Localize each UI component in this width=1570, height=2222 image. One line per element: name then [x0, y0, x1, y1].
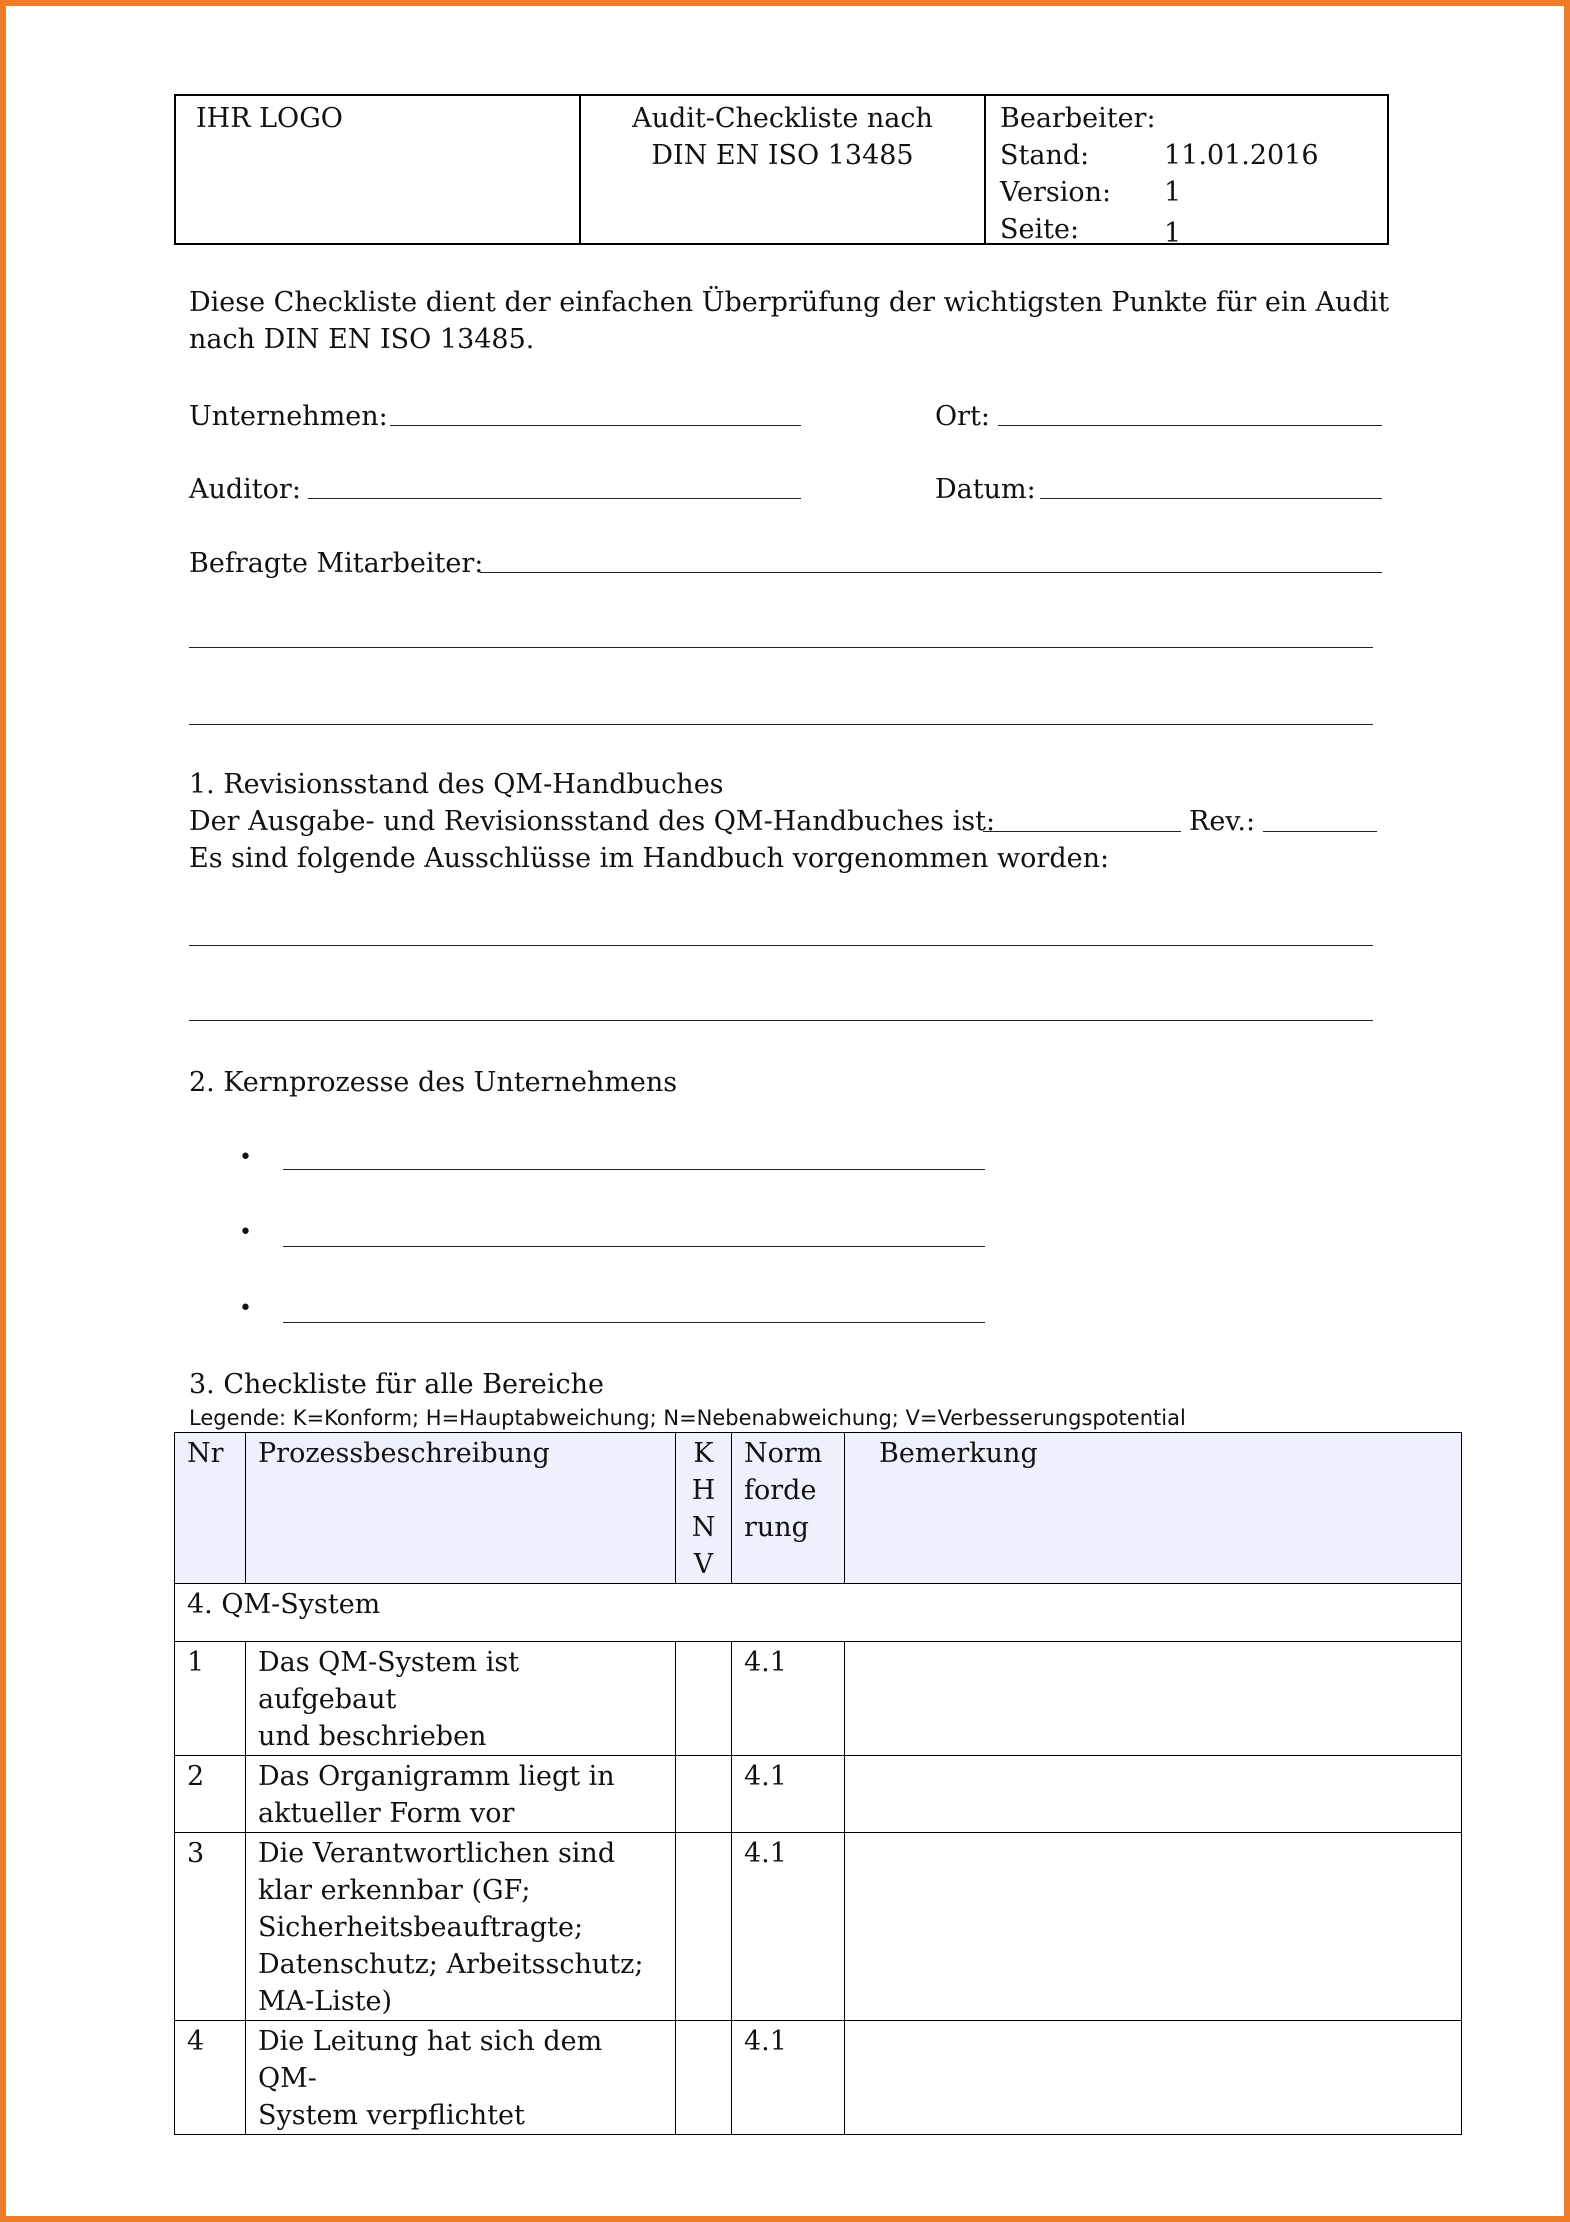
- kernprozess-field-1[interactable]: [283, 1169, 985, 1170]
- stand-value: 11.01.2016: [1164, 140, 1319, 171]
- row-prozess: [246, 2021, 676, 2135]
- row-prozess-line: Die Verantwortlichen sind: [258, 1838, 616, 1869]
- document-meta: [986, 96, 1387, 249]
- section-3-heading: 3. Checkliste für alle Bereiche: [189, 1369, 605, 1400]
- version-label: Version:: [1000, 177, 1112, 208]
- seite-value: 1: [1164, 218, 1182, 249]
- row-prozess: [246, 1833, 676, 2021]
- title-line-1: Audit-Checkliste nach: [632, 103, 933, 134]
- header-h: H: [691, 1475, 716, 1506]
- section-1-line-2: Es sind folgende Ausschlüsse im Handbuch vorgenommen worden:: [189, 843, 1110, 874]
- seite-label: Seite:: [1000, 214, 1080, 245]
- ort-field[interactable]: [998, 425, 1382, 426]
- row-prozess-line: Sicherheitsbeauftragte;: [258, 1912, 584, 1943]
- auditor-label: Auditor:: [189, 474, 301, 505]
- bullet-3: •: [239, 1296, 252, 1321]
- header-khnv: [676, 1433, 732, 1584]
- table-group-row: [175, 1584, 1462, 1642]
- befragte-field-line-2[interactable]: [189, 647, 1373, 648]
- row-khnv-cell[interactable]: [676, 1756, 732, 1833]
- row-prozess-line: MA-Liste): [258, 1986, 393, 2017]
- version-value: 1: [1164, 177, 1182, 208]
- bullet-2: •: [239, 1220, 252, 1245]
- row-prozess-line: System verpflichtet: [258, 2100, 525, 2131]
- unternehmen-label: Unternehmen:: [189, 401, 388, 432]
- ausschluesse-field-line-1[interactable]: [189, 945, 1373, 946]
- header-v: V: [693, 1549, 714, 1580]
- header-norm-line-1: Norm: [744, 1438, 823, 1469]
- row-nr: 1: [175, 1642, 246, 1756]
- row-norm: 4.1: [732, 1756, 845, 1833]
- row-prozess: [246, 1756, 676, 1833]
- table-row: [175, 1756, 1462, 1833]
- section-2-heading: 2. Kernprozesse des Unternehmens: [189, 1067, 678, 1098]
- header-prozess: Prozessbeschreibung: [246, 1433, 676, 1584]
- group-qm-system: 4. QM-System: [175, 1584, 1462, 1642]
- document-header: [174, 94, 1389, 249]
- row-prozess-line: Das Organigramm liegt in: [258, 1761, 615, 1792]
- rev-field[interactable]: [1263, 831, 1377, 832]
- unternehmen-field[interactable]: [390, 425, 801, 426]
- table-row: [175, 1642, 1462, 1756]
- header-norm: [732, 1433, 845, 1584]
- legend: Legende: K=Konform; H=Hauptabweichung; N=Nebenabweichung; V=Verbesserungspotential: [189, 1406, 1186, 1430]
- befragte-field-line-3[interactable]: [189, 724, 1373, 725]
- row-norm: 4.1: [732, 1642, 845, 1756]
- section-1-heading: 1. Revisionsstand des QM-Handbuches: [189, 769, 724, 800]
- intro-line-1: Diese Checkliste dient der einfachen Überprüfung der wichtigsten Punkte für ein Audit: [189, 287, 1390, 318]
- ausgabestand-field[interactable]: [983, 831, 1181, 832]
- table-row: [175, 1833, 1462, 2021]
- section-1-line-1: Der Ausgabe- und Revisionsstand des QM-Handbuches ist:: [189, 806, 996, 837]
- row-prozess-line: Die Leitung hat sich dem QM-: [258, 2026, 603, 2094]
- kernprozess-field-2[interactable]: [283, 1246, 985, 1247]
- intro-line-2: nach DIN EN ISO 13485.: [189, 324, 535, 355]
- header-nr: Nr: [175, 1433, 246, 1584]
- ausschluesse-field-line-2[interactable]: [189, 1020, 1373, 1021]
- stand-label: Stand:: [1000, 140, 1090, 171]
- befragte-label: Befragte Mitarbeiter:: [189, 548, 484, 579]
- row-prozess-line: aktueller Form vor: [258, 1798, 515, 1829]
- ort-label: Ort:: [935, 401, 990, 432]
- row-khnv-cell[interactable]: [676, 2021, 732, 2135]
- header-norm-line-3: rung: [744, 1512, 809, 1543]
- rev-label: Rev.:: [1189, 806, 1256, 837]
- row-norm: 4.1: [732, 1833, 845, 2021]
- row-prozess-line: und beschrieben: [258, 1721, 487, 1752]
- logo-placeholder: [176, 96, 581, 243]
- title-line-2: DIN EN ISO 13485: [651, 140, 914, 171]
- row-nr: 3: [175, 1833, 246, 2021]
- logo-text: IHR LOGO: [196, 103, 343, 134]
- row-prozess-line: Das QM-System ist aufgebaut: [258, 1647, 520, 1715]
- befragte-field[interactable]: [480, 572, 1382, 573]
- row-nr: 4: [175, 2021, 246, 2135]
- datum-field[interactable]: [1040, 498, 1382, 499]
- datum-label: Datum:: [935, 474, 1036, 505]
- checklist-table: [174, 1432, 1462, 2135]
- row-bemerkung-cell[interactable]: [845, 1756, 1462, 1833]
- row-prozess: [246, 1642, 676, 1756]
- kernprozess-field-3[interactable]: [283, 1322, 985, 1323]
- table-header-row: [175, 1433, 1462, 1584]
- row-bemerkung-cell[interactable]: [845, 1833, 1462, 2021]
- table-row: [175, 2021, 1462, 2135]
- row-khnv-cell[interactable]: [676, 1833, 732, 2021]
- row-nr: 2: [175, 1756, 246, 1833]
- header-bemerkung: Bemerkung: [845, 1433, 1462, 1584]
- bullet-1: •: [239, 1145, 252, 1170]
- row-prozess-line: Datenschutz; Arbeitsschutz;: [258, 1949, 644, 1980]
- row-prozess-line: klar erkennbar (GF;: [258, 1875, 531, 1906]
- row-khnv-cell[interactable]: [676, 1642, 732, 1756]
- row-norm: 4.1: [732, 2021, 845, 2135]
- row-bemerkung-cell[interactable]: [845, 2021, 1462, 2135]
- header-k: K: [693, 1438, 714, 1469]
- header-norm-line-2: forde: [744, 1475, 817, 1506]
- auditor-field[interactable]: [308, 498, 801, 499]
- header-n: N: [691, 1512, 716, 1543]
- document-title: [581, 96, 986, 243]
- row-bemerkung-cell[interactable]: [845, 1642, 1462, 1756]
- bearbeiter-label: Bearbeiter:: [1000, 103, 1156, 134]
